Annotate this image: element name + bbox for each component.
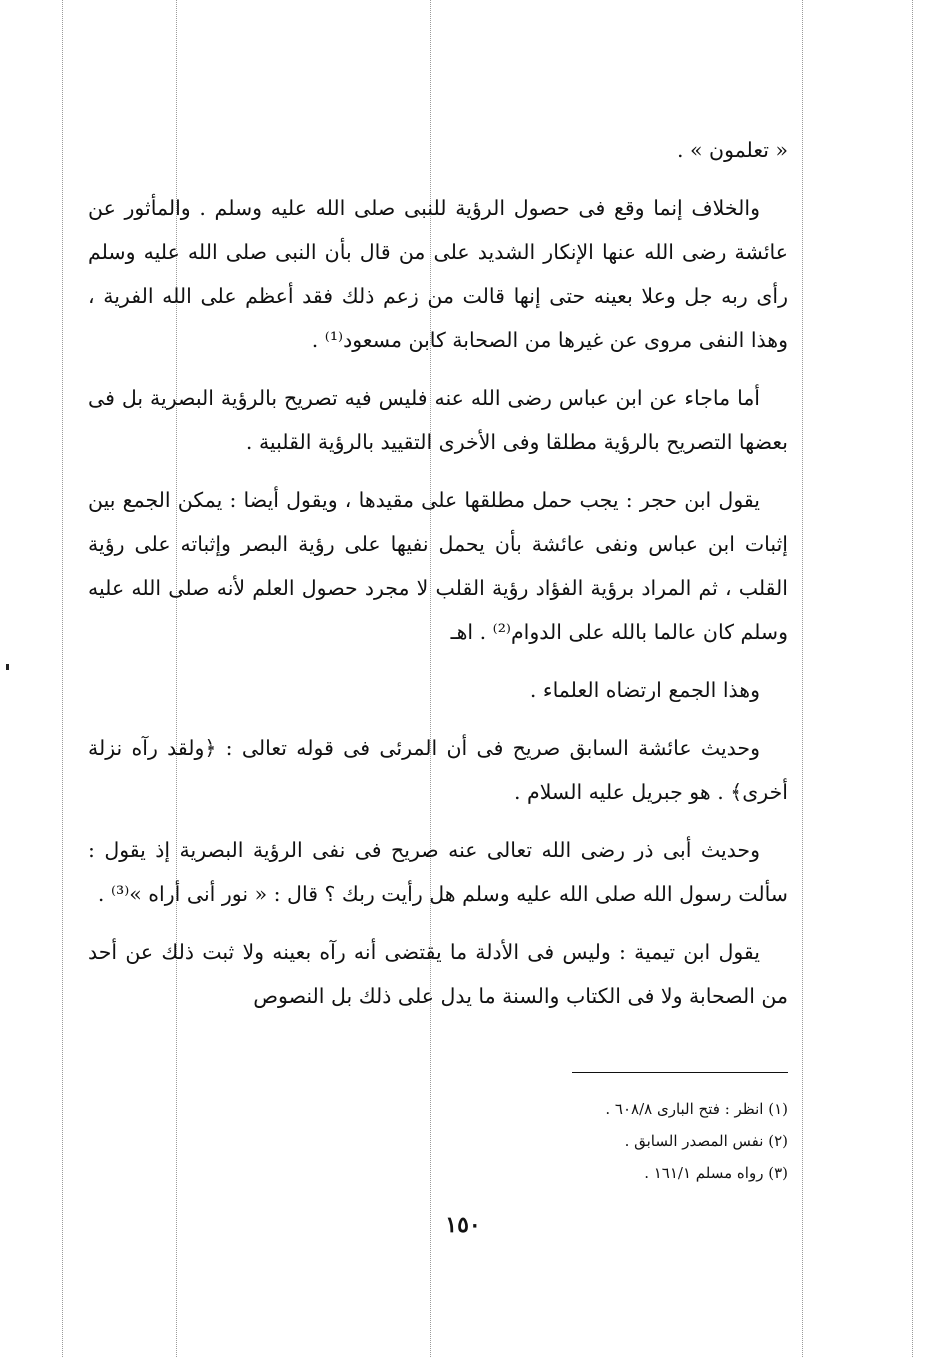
paragraph: وهذا الجمع ارتضاه العلماء . — [529, 678, 760, 702]
paragraph: يقول ابن تيمية : وليس فى الأدلة ما يقتضى أنه رآه بعينه ولا ثبت ذلك عن أحد من الصحابة ولا فى الكتاب والسنة ما يدل على ذلك بل النصوص — [88, 940, 788, 1008]
paragraph: وحديث أبى ذر رضى الله تعالى عنه صريح فى نفى الرؤية البصرية إذ يقول : سألت رسول الله صلى الله عليه وسلم هل رأيت ربك ؟ قال : « نور أنى أراه »⁽³⁾ . — [88, 838, 788, 906]
paragraph: والخلاف إنما وقع فى حصول الرؤية للنبى صلى الله عليه وسلم . والمأثور عن عائشة رضى الله عنها الإنكار الشديد على من قال بأن النبى صلى الله عليه وسلم رأى ربه جل وعلا بعينه حتى إنها قالت من زعم ذلك فقد أعظم على الله الفرية ، وهذا النفى مروى عن غيرها من الصحابة كابن مسعود⁽¹⁾ . — [88, 196, 788, 352]
footnote: (٢) نفس المصدر السابق . — [624, 1132, 788, 1150]
footnote: (١) انظر : فتح البارى ٦٠٨/٨ . — [605, 1100, 788, 1118]
page-number: ١٥٠ — [445, 1212, 481, 1238]
paragraph: أما ماجاء عن ابن عباس رضى الله عنه فليس فيه تصريح بالرؤية البصرية بل فى بعضها التصريح بالرؤية مطلقا وفى الأخرى التقييد بالرؤية القلبية . — [88, 386, 788, 454]
scan-guide-line — [802, 0, 803, 1357]
paragraph: يقول ابن حجر : يجب حمل مطلقها على مقيدها ، ويقول أيضا : يمكن الجمع بين إثبات ابن عباس ونفى عائشة بأن يحمل نفيها على رؤية البصر وإثباته على رؤية القلب ، ثم المراد برؤية الفؤاد رؤية القلب لا مجرد حصول العلم لأنه صلى الله عليه وسلم كان عالما بالله على الدوام⁽²⁾ . اهـ — [88, 488, 788, 644]
paragraph: « تعلمون » . — [676, 138, 788, 162]
paragraph: وحديث عائشة السابق صريح فى أن المرئى فى قوله تعالى : ﴿ولقد رآه نزلة أخرى﴾ . هو جبريل عليه السلام . — [88, 736, 788, 804]
scan-guide-line — [912, 0, 913, 1357]
footnotes — [572, 1072, 788, 1189]
margin-mark — [6, 664, 9, 670]
page-body — [88, 128, 788, 1032]
scan-guide-line — [62, 0, 63, 1357]
footnote: (٣) رواه مسلم ١٦١/١ . — [644, 1164, 788, 1182]
